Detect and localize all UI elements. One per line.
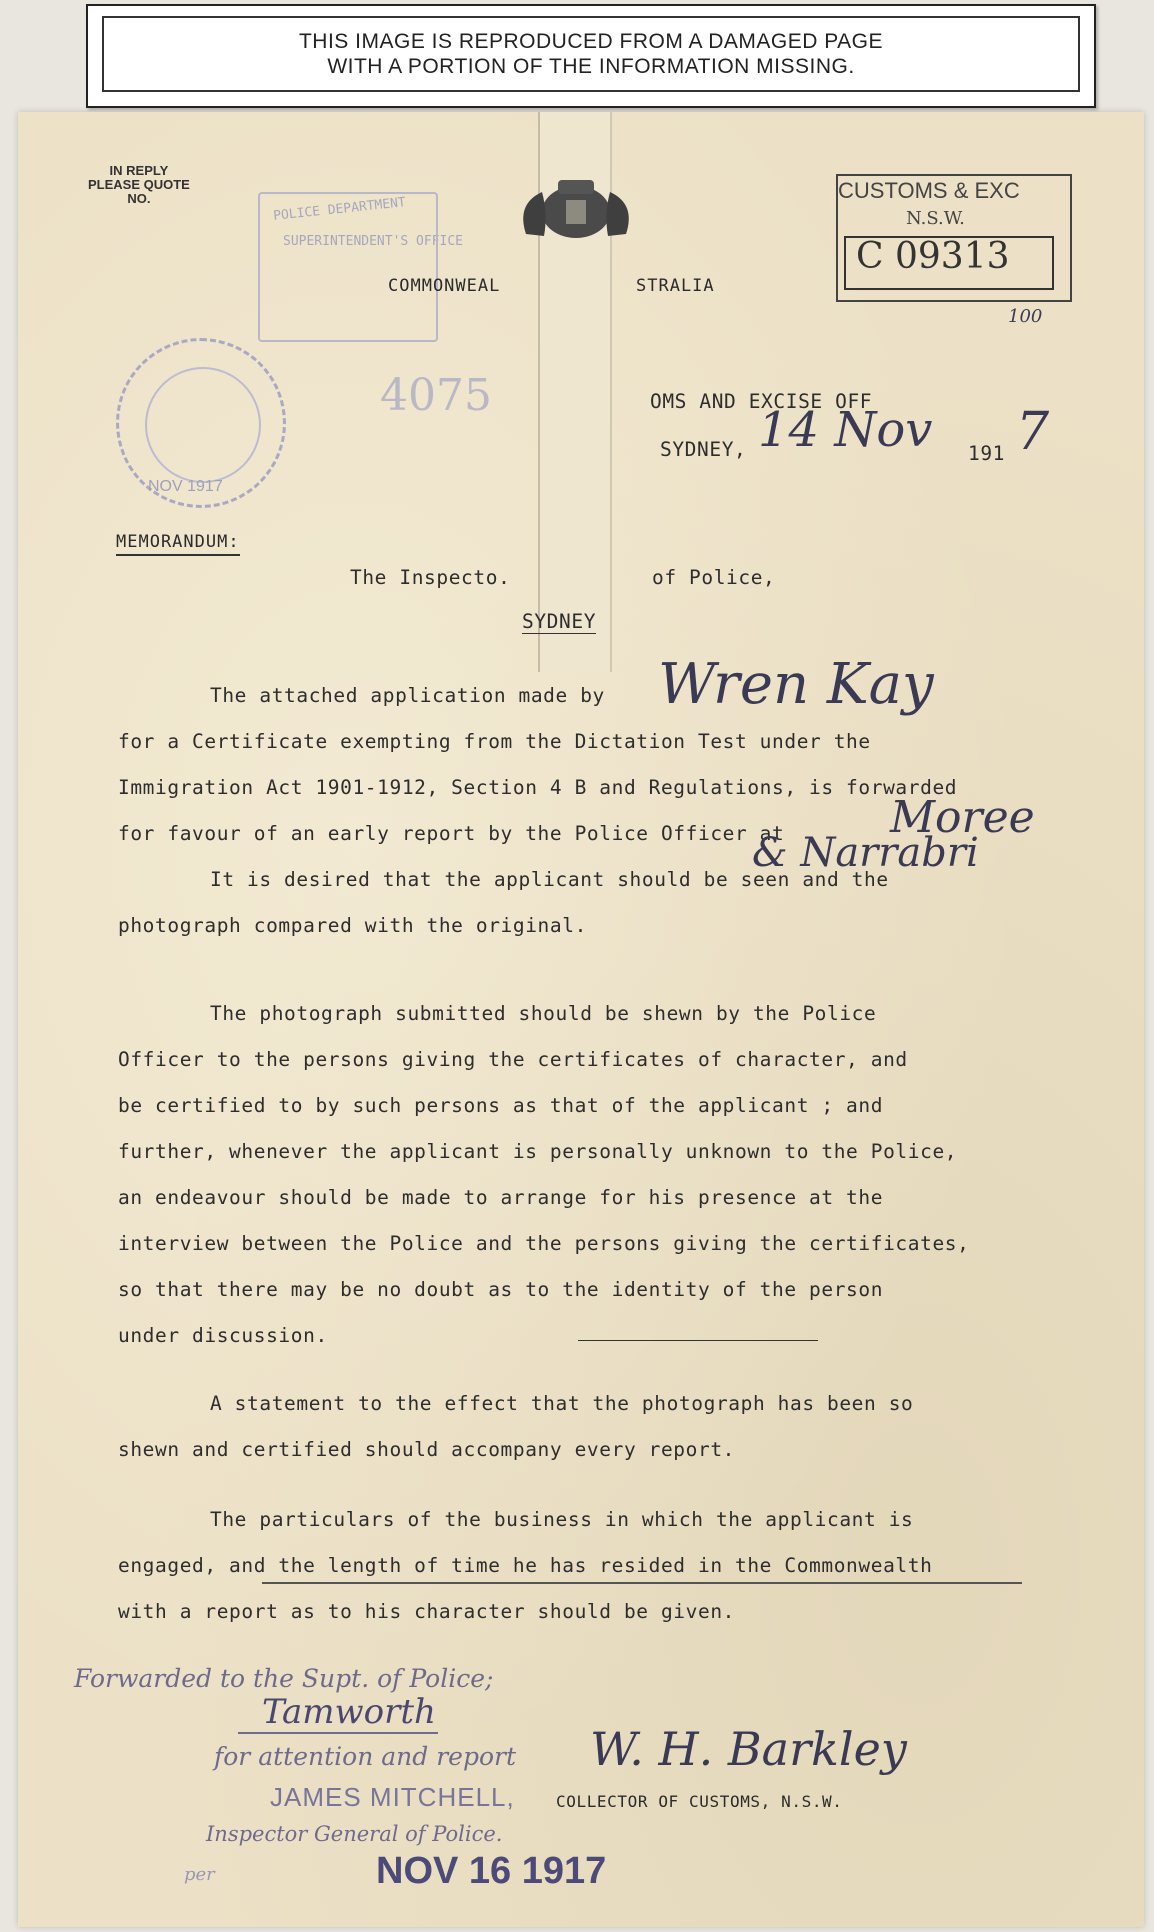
- forwarded-place-rule: [238, 1732, 438, 1734]
- p3-line-5: an endeavour should be made to arrange for his presence at the: [118, 1186, 884, 1209]
- p3-line-8: under discussion.: [118, 1324, 328, 1347]
- inspector-title: Inspector General of Police.: [206, 1822, 503, 1846]
- addressee-left: The Inspecto.: [350, 566, 511, 589]
- nov-stamp-text: NOV 1917: [148, 478, 223, 495]
- handwritten-year: 7: [1016, 402, 1050, 462]
- faint-stamp-number: 4075: [380, 370, 492, 421]
- inspector-name: JAMES MITCHELL,: [270, 1782, 515, 1812]
- police-department-stamp: POLICE DEPARTMENT: [272, 195, 407, 224]
- p5-line-1: The particulars of the business in which the applicant is: [210, 1508, 914, 1531]
- customs-box-state: N.S.W.: [906, 208, 965, 229]
- p2-line-2: photograph compared with the original.: [118, 914, 587, 937]
- australia-heading: STRALIA: [636, 276, 715, 296]
- p4-line-2: shewn and certified should accompany every report.: [118, 1438, 735, 1461]
- p3-line-2: Officer to the persons giving the certificates of character, and: [118, 1048, 908, 1071]
- customs-note: 100: [1008, 306, 1043, 327]
- customs-office-heading: OMS AND EXCISE OFF: [650, 390, 873, 413]
- damage-notice-line-2: WITH A PORTION OF THE INFORMATION MISSING.: [327, 55, 855, 78]
- coat-of-arms-icon: [496, 174, 656, 244]
- document-page: [18, 112, 1144, 1927]
- p4-line-1: A statement to the effect that the photograph has been so: [210, 1392, 914, 1415]
- p3-line-6: interview between the Police and the persons giving the certificates,: [118, 1232, 970, 1255]
- p3-line-4: further, whenever the applicant is personally unknown to the Police,: [118, 1140, 958, 1163]
- p5-line-2: engaged, and the length of time he has resided in the Commonwealth: [118, 1554, 933, 1577]
- damage-notice-banner: [86, 4, 1096, 108]
- place-handwritten-2: & Narrabri: [752, 830, 979, 876]
- damage-notice-frame: [102, 16, 1080, 92]
- signature-rule: [578, 1340, 818, 1341]
- forwarded-stamp-line-1: Forwarded to the Supt. of Police;: [74, 1664, 494, 1693]
- p1-line-2: for a Certificate exempting from the Dictation Test under the: [118, 730, 871, 753]
- memorandum-label: MEMORANDUM:: [116, 532, 240, 556]
- addressee-right: of Police,: [652, 566, 776, 589]
- collector-title: COLLECTOR OF CUSTOMS, N.S.W.: [556, 1792, 843, 1811]
- commonwealth-heading: COMMONWEAL: [388, 276, 501, 296]
- place-handwritten: Moree: [890, 792, 1035, 843]
- received-date-stamp: NOV 16 1917: [376, 1850, 607, 1892]
- p2-line-1: It is desired that the applicant should be seen and the: [210, 868, 889, 891]
- underline-rule: [262, 1582, 1022, 1584]
- printed-year: 191: [968, 442, 1006, 465]
- damage-notice-line-1: THIS IMAGE IS REPRODUCED FROM A DAMAGED PAGE: [298, 29, 884, 53]
- p5-line-3: with a report as to his character should be given.: [118, 1600, 735, 1623]
- round-stamp-inner-ring: [145, 367, 261, 483]
- p1-line-3: Immigration Act 1901-1912, Section 4 B and Regulations, is forwarded: [118, 776, 958, 799]
- collector-signature: W. H. Barkley: [590, 1722, 907, 1776]
- forwarded-stamp-line-3: for attention and report: [214, 1742, 516, 1771]
- p3-line-1: The photograph submitted should be shewn by the Police: [210, 1002, 877, 1025]
- superintendent-stamp-frame: [258, 192, 438, 342]
- applicant-name-handwritten: Wren Kay: [658, 652, 934, 717]
- customs-number: C 09313: [856, 236, 1010, 277]
- sydney-label: SYDNEY,: [660, 438, 747, 461]
- handwritten-date: 14 Nov: [758, 402, 933, 458]
- per-label: per: [184, 1864, 215, 1885]
- addressee-city: SYDNEY: [522, 610, 597, 633]
- p3-line-7: so that there may be no doubt as to the identity of the person: [118, 1278, 884, 1301]
- customs-box-title: CUSTOMS & EXC: [838, 178, 1020, 203]
- p1-line-1: The attached application made by: [210, 684, 605, 707]
- forwarded-place-handwritten: Tamworth: [262, 1692, 436, 1732]
- superintendent-stamp: SUPERINTENDENT'S OFFICE: [283, 234, 464, 249]
- p1-line-4: for favour of an early report by the Police Officer at: [118, 822, 785, 845]
- p3-line-3: be certified to by such persons as that of the applicant ; and: [118, 1094, 884, 1117]
- reply-quote-label: IN REPLY PLEASE QUOTE NO.: [88, 163, 190, 206]
